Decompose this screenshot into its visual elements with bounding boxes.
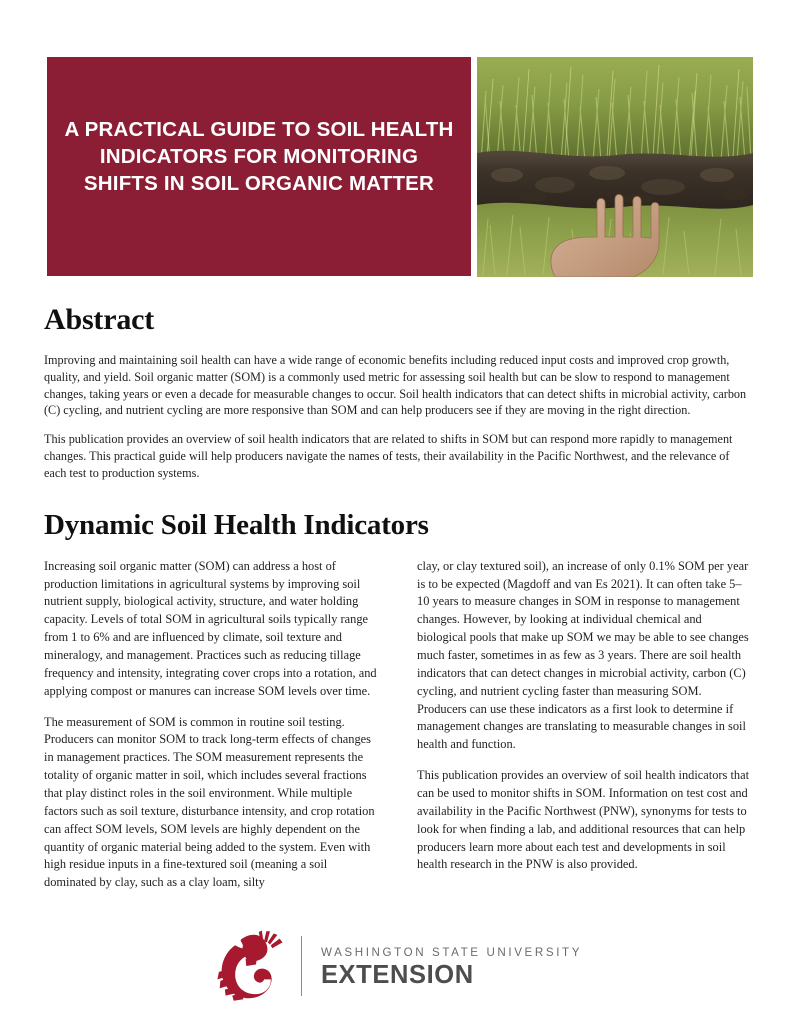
abstract-heading: Abstract	[44, 303, 155, 336]
title-banner	[47, 57, 471, 276]
header-photo	[477, 57, 753, 277]
abstract-section	[44, 303, 752, 482]
abstract-paragraph-1: Improving and maintaining soil health can have a wide range of economic benefits including reduced input costs and improved crop growth, quality, and yield. Soil organic matter (SOM) is a commonly used metric for assessing soil health but can be slow to respond to management changes, taking years or even a decade for measurable changes to occur. Soil health indicators that can detect shifts in microbial activity, carbon (C) cycling, and nutrient cycling are more responsive than SOM and can help producers see if they are moving in the right direction.	[44, 353, 747, 418]
right-column-paragraph-1: clay, or clay textured soil), an increase of only 0.1% SOM per year is to be expected (Magdoff and van Es 2021). It can often take 5–10 years to measure changes in SOM in response to management changes. However, by looking at individual chemical and biological pools that make up SOM we may be able to see changes much faster, sometimes in as few as 3 years. There are soil health indicators that can detect changes in microbial activity, carbon (C) cycling, and nutrient cycling faster than measuring SOM. Producers can use these indicators as a first look to determine if management changes are translating to measurable changes in soil health and function.	[417, 558, 749, 752]
abstract-paragraph-2: This publication provides an overview of soil health indicators that are related to shifts in SOM but can respond more rapidly to management changes. This practical guide will help producers navigate the names of tests, their availability in the Pacific Northwest, and the relevance of each test to production systems.	[44, 432, 733, 480]
page-title: A PRACTICAL GUIDE TO SOIL HEALTH INDICATORS FOR MONITORING SHIFTS IN SOIL ORGANIC MATTER	[64, 117, 454, 196]
right-column	[417, 558, 752, 905]
left-column-paragraph-2: The measurement of SOM is common in routine soil testing. Producers can monitor SOM to track long-term effects of changes in management practices. The SOM measurement represents the totality of organic matter in soil, which includes several fractions that play distinct roles in the soil environment. While multiple factors such as soil texture, disturbance intensity, and crop rotation can affect SOM levels, SOM levels are highly dependent on the quantity of organic material being added to the system. Even with high residue inputs in a fine-textured soil (meaning a soil dominated by clay, such as a clay loam, silty	[44, 714, 375, 890]
left-column-paragraph-1: Increasing soil organic matter (SOM) can address a host of production limitations in agricultural systems by improving soil nutrient supply, biological activity, structure, and water holding capacity. Levels of total SOM in agricultural soils typically range from 1 to 6% and are influenced by climate, soil texture and mineralogy, and management. Practices such as reducing tillage frequency and intensity, integrating cover crops into a rotation, and applying compost or manures can increase SOM levels over time.	[44, 558, 377, 698]
two-column-layout	[44, 558, 752, 905]
left-column	[44, 558, 379, 905]
dynamic-indicators-heading: Dynamic Soil Health Indicators	[44, 508, 429, 541]
wsu-cougar-head-icon	[213, 929, 287, 1003]
document-header	[47, 57, 753, 276]
logo-wordmark	[321, 944, 582, 989]
document-body	[44, 303, 752, 905]
logo-divider	[301, 936, 302, 996]
right-column-paragraph-2: This publication provides an overview of soil health indicators that can be used to monitor shifts in SOM. Information on test cost and availability in the Pacific Northwest (PNW), synonyms for tests to look for when finding a lab, and additional resources that can help producers learn more about each test and developments in soil health research in the PNW is also provided.	[417, 768, 750, 872]
dynamic-indicators-section	[44, 510, 752, 905]
university-name: WASHINGTON STATE UNIVERSITY	[320, 945, 583, 959]
extension-name: EXTENSION	[320, 960, 474, 989]
wsu-extension-logo	[0, 926, 795, 1006]
